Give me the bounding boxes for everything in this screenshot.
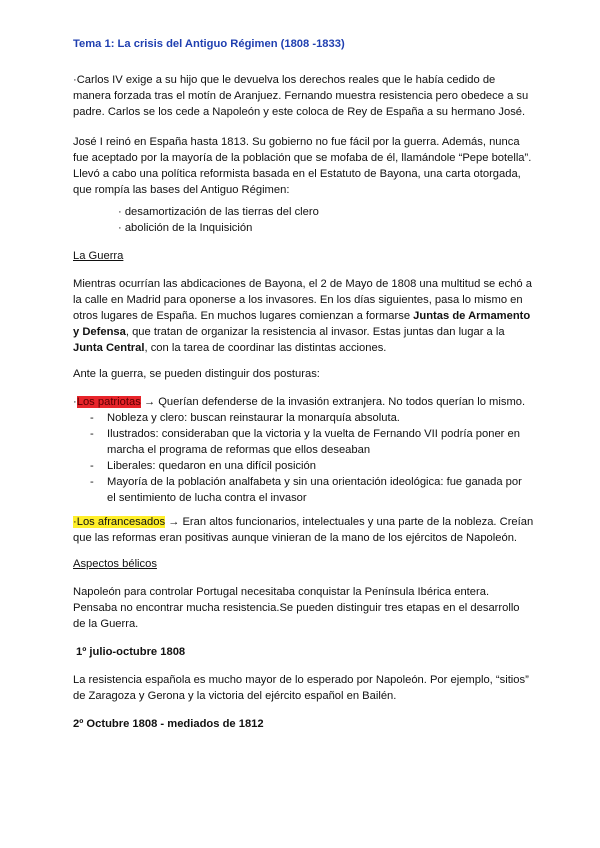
paragraph-line: José I reinó en España hasta 1813. Su gobierno no fue fácil por la guerra. Además, nunca <box>73 136 520 148</box>
bold-term: Junta Central <box>73 342 145 354</box>
paragraph-line: padre. Carlos se los cede a Napoleón y este coloca de Rey de España a su hermano José. <box>73 106 526 118</box>
paragraph-line <box>73 308 530 324</box>
section-heading-guerra: La Guerra <box>73 250 124 262</box>
list-item: Ilustrados: consideraban que la victoria y la vuelta de Fernando VII podría poner en <box>107 428 520 440</box>
patriotas-line <box>73 394 525 410</box>
list-item-continuation: el sentimiento de lucha contra el invasor <box>107 492 307 504</box>
paragraph-line: Mientras ocurrían las abdicaciones de Bayona, el 2 de Mayo de 1808 una multitud se echó a <box>73 278 532 290</box>
bold-term: y Defensa <box>73 326 126 338</box>
section-heading-aspectos: Aspectos bélicos <box>73 558 157 570</box>
dash-marker: - <box>90 476 94 488</box>
paragraph-line <box>73 340 386 356</box>
paragraph-line: fue aceptado por la mayoría de la población que se mofaba de él, llamándole “Pepe botella”. <box>73 152 532 164</box>
list-item: · abolición de la Inquisición <box>118 222 253 234</box>
paragraph-line: que rompía las bases del Antiguo Régimen: <box>73 184 290 196</box>
paragraph-line: ·Carlos IV exige a su hijo que le devuelva los derechos reales que le había cedido de <box>73 74 496 86</box>
paragraph-line: de Zaragoza y Gerona y la victoria del ejército español en Bailén. <box>73 690 397 702</box>
dash-marker: - <box>90 412 94 424</box>
stage-heading-2: 2º Octubre 1808 - mediados de 1812 <box>73 718 264 730</box>
text-span: , con la tarea de coordinar las distintas acciones. <box>144 342 387 354</box>
text-span: , que tratan de organizar la resistencia al invasor. Estas juntas dan lugar a la <box>125 326 505 338</box>
list-item: · desamortización de las tierras del clero <box>118 206 319 218</box>
paragraph-line: de la Guerra. <box>73 618 139 630</box>
text-span: otros lugares de España. En muchos lugares comienzan a formarse <box>73 310 414 322</box>
paragraph-line: Ante la guerra, se pueden distinguir dos posturas: <box>73 368 320 380</box>
document-title: Tema 1: La crisis del Antiguo Régimen (1808 -1833) <box>73 38 345 50</box>
list-item: Mayoría de la población analfabeta y sin una orientación ideológica: fue ganada por <box>107 476 522 488</box>
bold-term: Juntas de Armamento <box>413 310 531 322</box>
highlight-afrancesados: ·Los afrancesados <box>73 516 166 528</box>
text-span: → Eran altos funcionarios, intelectuales y una parte de la nobleza. Creían <box>165 516 534 528</box>
afrancesados-line <box>73 514 533 530</box>
paragraph-line <box>73 324 505 340</box>
list-item-continuation: marcha el programa de reformas que ellos deseaban <box>107 444 371 456</box>
dash-marker: - <box>90 460 94 472</box>
paragraph-line: La resistencia española es mucho mayor de lo esperado por Napoleón. Por ejemplo, “sitios” <box>73 674 529 686</box>
paragraph-line: Llevó a cabo una política reformista basada en el Estatuto de Bayona, una carta otorgada, <box>73 168 521 180</box>
paragraph-line: que las reformas eran positivas aunque vinieran de la mano de los ejércitos de Napoleón. <box>73 532 518 544</box>
paragraph-line: Pensaba no encontrar mucha resistencia.Se pueden distinguir tres etapas en el desarrollo <box>73 602 520 614</box>
bullet-dot: · <box>73 396 77 408</box>
dash-marker: - <box>90 428 94 440</box>
paragraph-line: la calle en Madrid para oponerse a los invasores. En los días siguientes, pasa lo mismo en <box>73 294 523 306</box>
paragraph-line: Napoleón para controlar Portugal necesitaba conquistar la Península Ibérica entera. <box>73 586 490 598</box>
list-item: Liberales: quedaron en una difícil posición <box>107 460 316 472</box>
text-span: → Querían defenderse de la invasión extranjera. No todos querían lo mismo. <box>140 396 526 408</box>
stage-heading-1: 1º julio-octubre 1808 <box>76 646 186 658</box>
list-item: Nobleza y clero: buscan reinstaurar la monarquía absoluta. <box>107 412 400 424</box>
highlight-patriotas: Los patriotas <box>76 396 141 408</box>
paragraph-line: manera forzada tras el motín de Aranjuez. Fernando muestra resistencia pero obedece a su <box>73 90 529 102</box>
